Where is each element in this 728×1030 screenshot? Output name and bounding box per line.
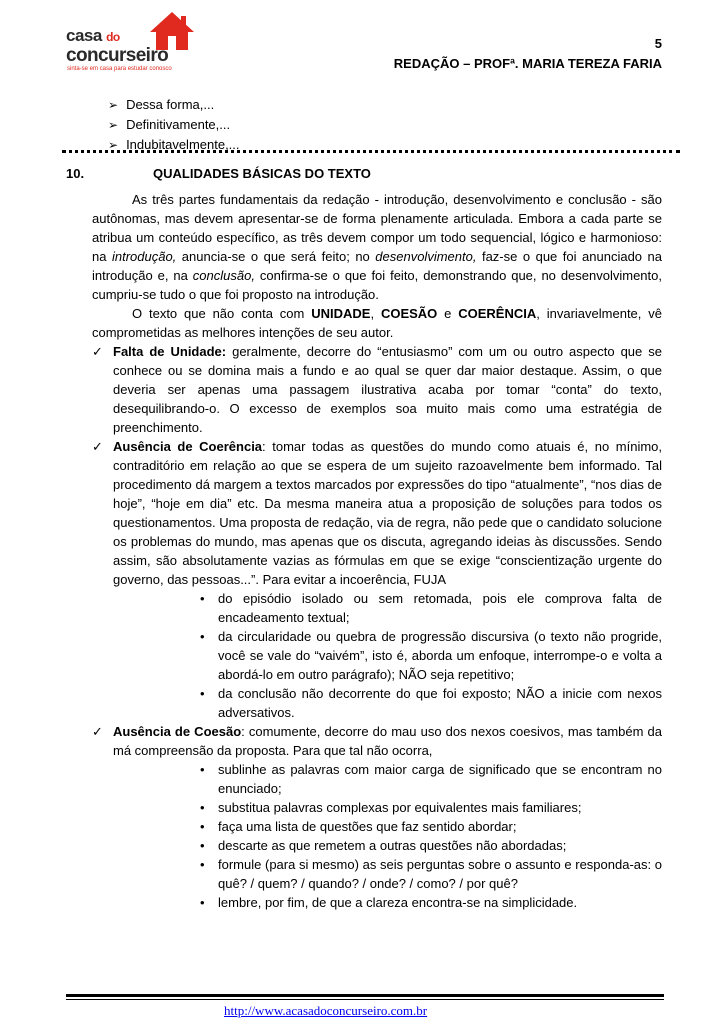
item-ausencia-coesao: ✓ Ausência de Coesão: comumente, decorre do mau uso dos nexos coesivos, mas também da má compreensão da proposta. Para que tal não ocorra, [92, 724, 663, 758]
bullet-dot-icon: • [200, 686, 205, 701]
arrow-bullet-icon: ➢ [108, 98, 119, 112]
logo-tagline: sinta-se em casa para estudar conosco [67, 66, 172, 72]
paragraph-parts: As três partes fundamentais da redação - introdução, desenvolvimento e conclusão - são autônomas, mas devem apresentar-se de forma plenamente articulada. Embora a cada parte se atribua um conteúdo específico, as três devem compor um todo sequencial, lógico e harmonioso: na introdução, anuncia-se o que será feito; no desenvolvimento, faz-se o que foi anunciado na introdução e, na conclusão, confirma-se o que foi feito, demonstrando que, no desenvolvimento, cumpriu-se tudo o que foi proposto na introdução. [92, 192, 662, 302]
arrow-bullet-icon: ➢ [108, 118, 119, 132]
item-ausencia-coerencia: ✓ Ausência de Coerência: tomar todas as questões do mundo como atuais é, no mínimo, contraditório em relação ao que se espera de um sujeito razoavelmente bem informado. Tal procedimento dá margem a textos marcados por expressões do tipo “atualmente”, “nos dias de hoje”, “hoje em dia” etc. Da mesma maneira atua a proposição de soluções para todos os questionamentos. Uma proposta de redação, via de regra, não pede que o candidato solucione os problemas do mundo, mas apenas que os discuta, agregando ideias às discussões. Sendo assim, são absolutamente vazias as fórmulas em que se exige “conscientização urgente do governo, das pessoas...”. Para evitar a incoerência, FUJA [92, 439, 662, 587]
bullet-item: • descarte as que remetem a outras questões não abordadas; [200, 838, 567, 853]
arrow-bullet-icon: ➢ [108, 138, 119, 152]
list-item: ➢ Indubitavelmente,... [108, 137, 240, 152]
logo-text-casa-do: casa do [66, 26, 120, 45]
intro-list [108, 95, 240, 155]
page-number: 5 [654, 36, 662, 51]
bullet-item: • lembre, por fim, de que a clareza encontra-se na simplicidade. [200, 895, 578, 910]
bullet-dot-icon: • [200, 629, 205, 644]
bullet-dot-icon: • [200, 838, 205, 853]
bullet-dot-icon: • [200, 591, 205, 606]
document-body [92, 190, 662, 912]
section-title: QUALIDADES BÁSICAS DO TEXTO [153, 166, 371, 181]
bullet-dot-icon: • [200, 819, 205, 834]
checkmark-icon: ✓ [92, 439, 103, 454]
list-item: ➢ Definitivamente,... [108, 117, 231, 132]
bullet-dot-icon: • [200, 895, 205, 910]
footer-link[interactable]: http://www.acasadoconcurseiro.com.br [224, 1003, 428, 1018]
bullet-item: • substitua palavras complexas por equivalentes mais familiares; [200, 800, 582, 815]
item-falta-unidade: ✓ Falta de Unidade: geralmente, decorre do “entusiasmo” com um ou outro aspecto que se conhece ou se domina mais a fundo e ao qual se quer dar maior destaque. Assim, o que deveria ser apenas uma passagem ilustrativa acaba por tomar “conta” do texto, desequilibrando-o. O excesso de exemplos soa muito mais como uma estratégia de preenchimento. [92, 344, 662, 435]
section-number: 10. [66, 166, 85, 181]
list-item: ➢ Dessa forma,... [108, 97, 215, 112]
bullet-dot-icon: • [200, 762, 205, 777]
bullet-item: • faça uma lista de questões que faz sentido abordar; [200, 819, 517, 834]
logo-text-concurseiro: concurseiro [66, 45, 169, 66]
footer-rule-thin [66, 999, 664, 1000]
bullet-item: • formule (para si mesmo) as seis perguntas sobre o assunto e responda-as: o quê? / quem? / quando? / onde? / como? / por quê? [200, 857, 662, 891]
dotted-divider [62, 150, 680, 153]
paragraph-qualities: O texto que não conta com UNIDADE, COESÃO e COERÊNCIA, invariavelmente, vê comprometidas as melhores intenções de seu autor. [92, 306, 662, 340]
bullet-item: • da circularidade ou quebra de progressão discursiva (o texto não progride, você se vale do “vaivém”, isto é, aborda um enfoque, interrompe-o e volta a abordá-lo em outro parágrafo); NÃO seja repetitivo; [200, 629, 662, 682]
header-title: REDAÇÃO – PROFª. MARIA TEREZA FARIA [393, 56, 662, 71]
checkmark-icon: ✓ [92, 344, 103, 359]
bullet-item: • sublinhe as palavras com maior carga de significado que se encontram no enunciado; [200, 762, 662, 796]
bullet-dot-icon: • [200, 857, 205, 872]
checkmark-icon: ✓ [92, 724, 103, 739]
logo [66, 16, 196, 72]
footer-rule [66, 994, 664, 997]
bullet-item: • da conclusão não decorrente do que foi exposto; NÃO a inicie com nexos adversativos. [200, 686, 662, 720]
bullet-item: • do episódio isolado ou sem retomada, pois ele comprova falta de encadeamento textual; [200, 591, 662, 625]
bullet-dot-icon: • [200, 800, 205, 815]
